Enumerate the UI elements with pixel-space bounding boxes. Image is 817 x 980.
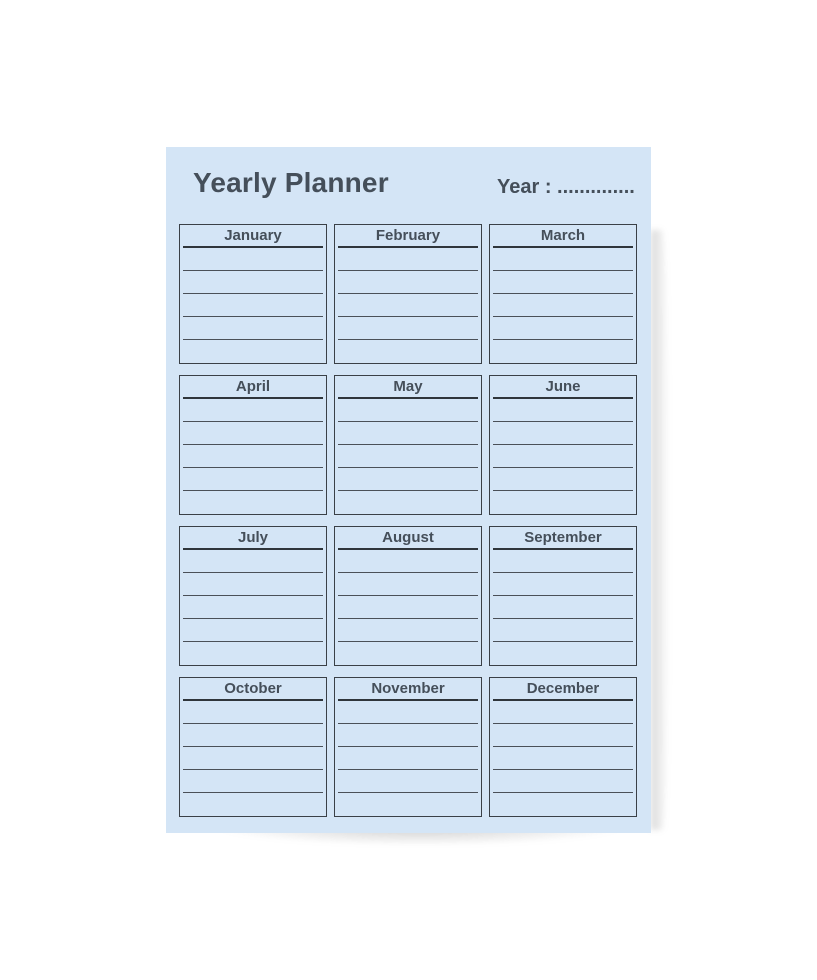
month-title: March	[540, 227, 586, 244]
writing-line	[338, 792, 478, 793]
writing-line	[493, 490, 633, 491]
writing-line	[493, 421, 633, 422]
month-title: August	[382, 529, 434, 546]
writing-line	[338, 339, 478, 340]
writing-line	[493, 641, 633, 642]
month-box-november	[334, 677, 482, 817]
writing-line	[493, 618, 633, 619]
writing-line	[338, 641, 478, 642]
month-title-underline	[183, 699, 323, 701]
month-box-september	[489, 526, 637, 666]
writing-line	[183, 444, 323, 445]
months-grid	[179, 224, 638, 817]
month-title-underline	[183, 397, 323, 399]
month-title-underline	[493, 397, 633, 399]
month-title-underline	[493, 246, 633, 248]
writing-line	[338, 316, 478, 317]
month-title-underline	[183, 246, 323, 248]
writing-line	[183, 339, 323, 340]
writing-line	[493, 293, 633, 294]
writing-line	[338, 723, 478, 724]
writing-line	[183, 293, 323, 294]
writing-line	[493, 769, 633, 770]
writing-line	[493, 792, 633, 793]
month-title-underline	[183, 548, 323, 550]
month-box-may	[334, 375, 482, 515]
month-title: September	[524, 529, 602, 546]
month-title: January	[224, 227, 282, 244]
writing-line	[338, 618, 478, 619]
month-box-july	[179, 526, 327, 666]
month-box-february	[334, 224, 482, 364]
writing-line	[338, 595, 478, 596]
writing-line	[183, 769, 323, 770]
month-box-april	[179, 375, 327, 515]
writing-line	[183, 746, 323, 747]
writing-line	[183, 467, 323, 468]
writing-line	[183, 572, 323, 573]
month-box-october	[179, 677, 327, 817]
month-title: October	[224, 680, 282, 697]
year-field: Year : ..............	[497, 176, 635, 198]
writing-line	[338, 270, 478, 271]
writing-line	[493, 595, 633, 596]
writing-line	[183, 723, 323, 724]
writing-line	[493, 746, 633, 747]
month-box-june	[489, 375, 637, 515]
month-title: July	[237, 529, 268, 546]
writing-line	[493, 723, 633, 724]
writing-line	[338, 490, 478, 491]
month-box-march	[489, 224, 637, 364]
month-title-underline	[338, 397, 478, 399]
writing-line	[183, 316, 323, 317]
writing-line	[338, 293, 478, 294]
writing-line	[183, 595, 323, 596]
month-title-underline	[338, 699, 478, 701]
writing-line	[183, 490, 323, 491]
writing-line	[183, 421, 323, 422]
writing-line	[338, 467, 478, 468]
writing-line	[183, 270, 323, 271]
month-title: June	[545, 378, 581, 395]
month-box-december	[489, 677, 637, 817]
month-title-underline	[493, 548, 633, 550]
page-title: Yearly Planner	[193, 167, 389, 198]
writing-line	[493, 316, 633, 317]
writing-line	[493, 467, 633, 468]
writing-line	[493, 339, 633, 340]
month-title: December	[526, 680, 600, 697]
month-title: May	[393, 378, 423, 395]
writing-line	[338, 444, 478, 445]
writing-line	[183, 641, 323, 642]
writing-line	[493, 270, 633, 271]
writing-line	[338, 421, 478, 422]
month-title: November	[371, 680, 445, 697]
month-title-underline	[493, 699, 633, 701]
writing-line	[338, 746, 478, 747]
month-title-underline	[338, 246, 478, 248]
planner-page	[166, 147, 651, 833]
month-title: February	[375, 227, 441, 244]
month-title: April	[235, 378, 271, 395]
writing-line	[183, 618, 323, 619]
writing-line	[338, 769, 478, 770]
writing-line	[493, 572, 633, 573]
writing-line	[183, 792, 323, 793]
month-box-january	[179, 224, 327, 364]
month-title-underline	[338, 548, 478, 550]
writing-line	[338, 572, 478, 573]
writing-line	[493, 444, 633, 445]
month-box-august	[334, 526, 482, 666]
page-shadow-right	[651, 230, 669, 830]
